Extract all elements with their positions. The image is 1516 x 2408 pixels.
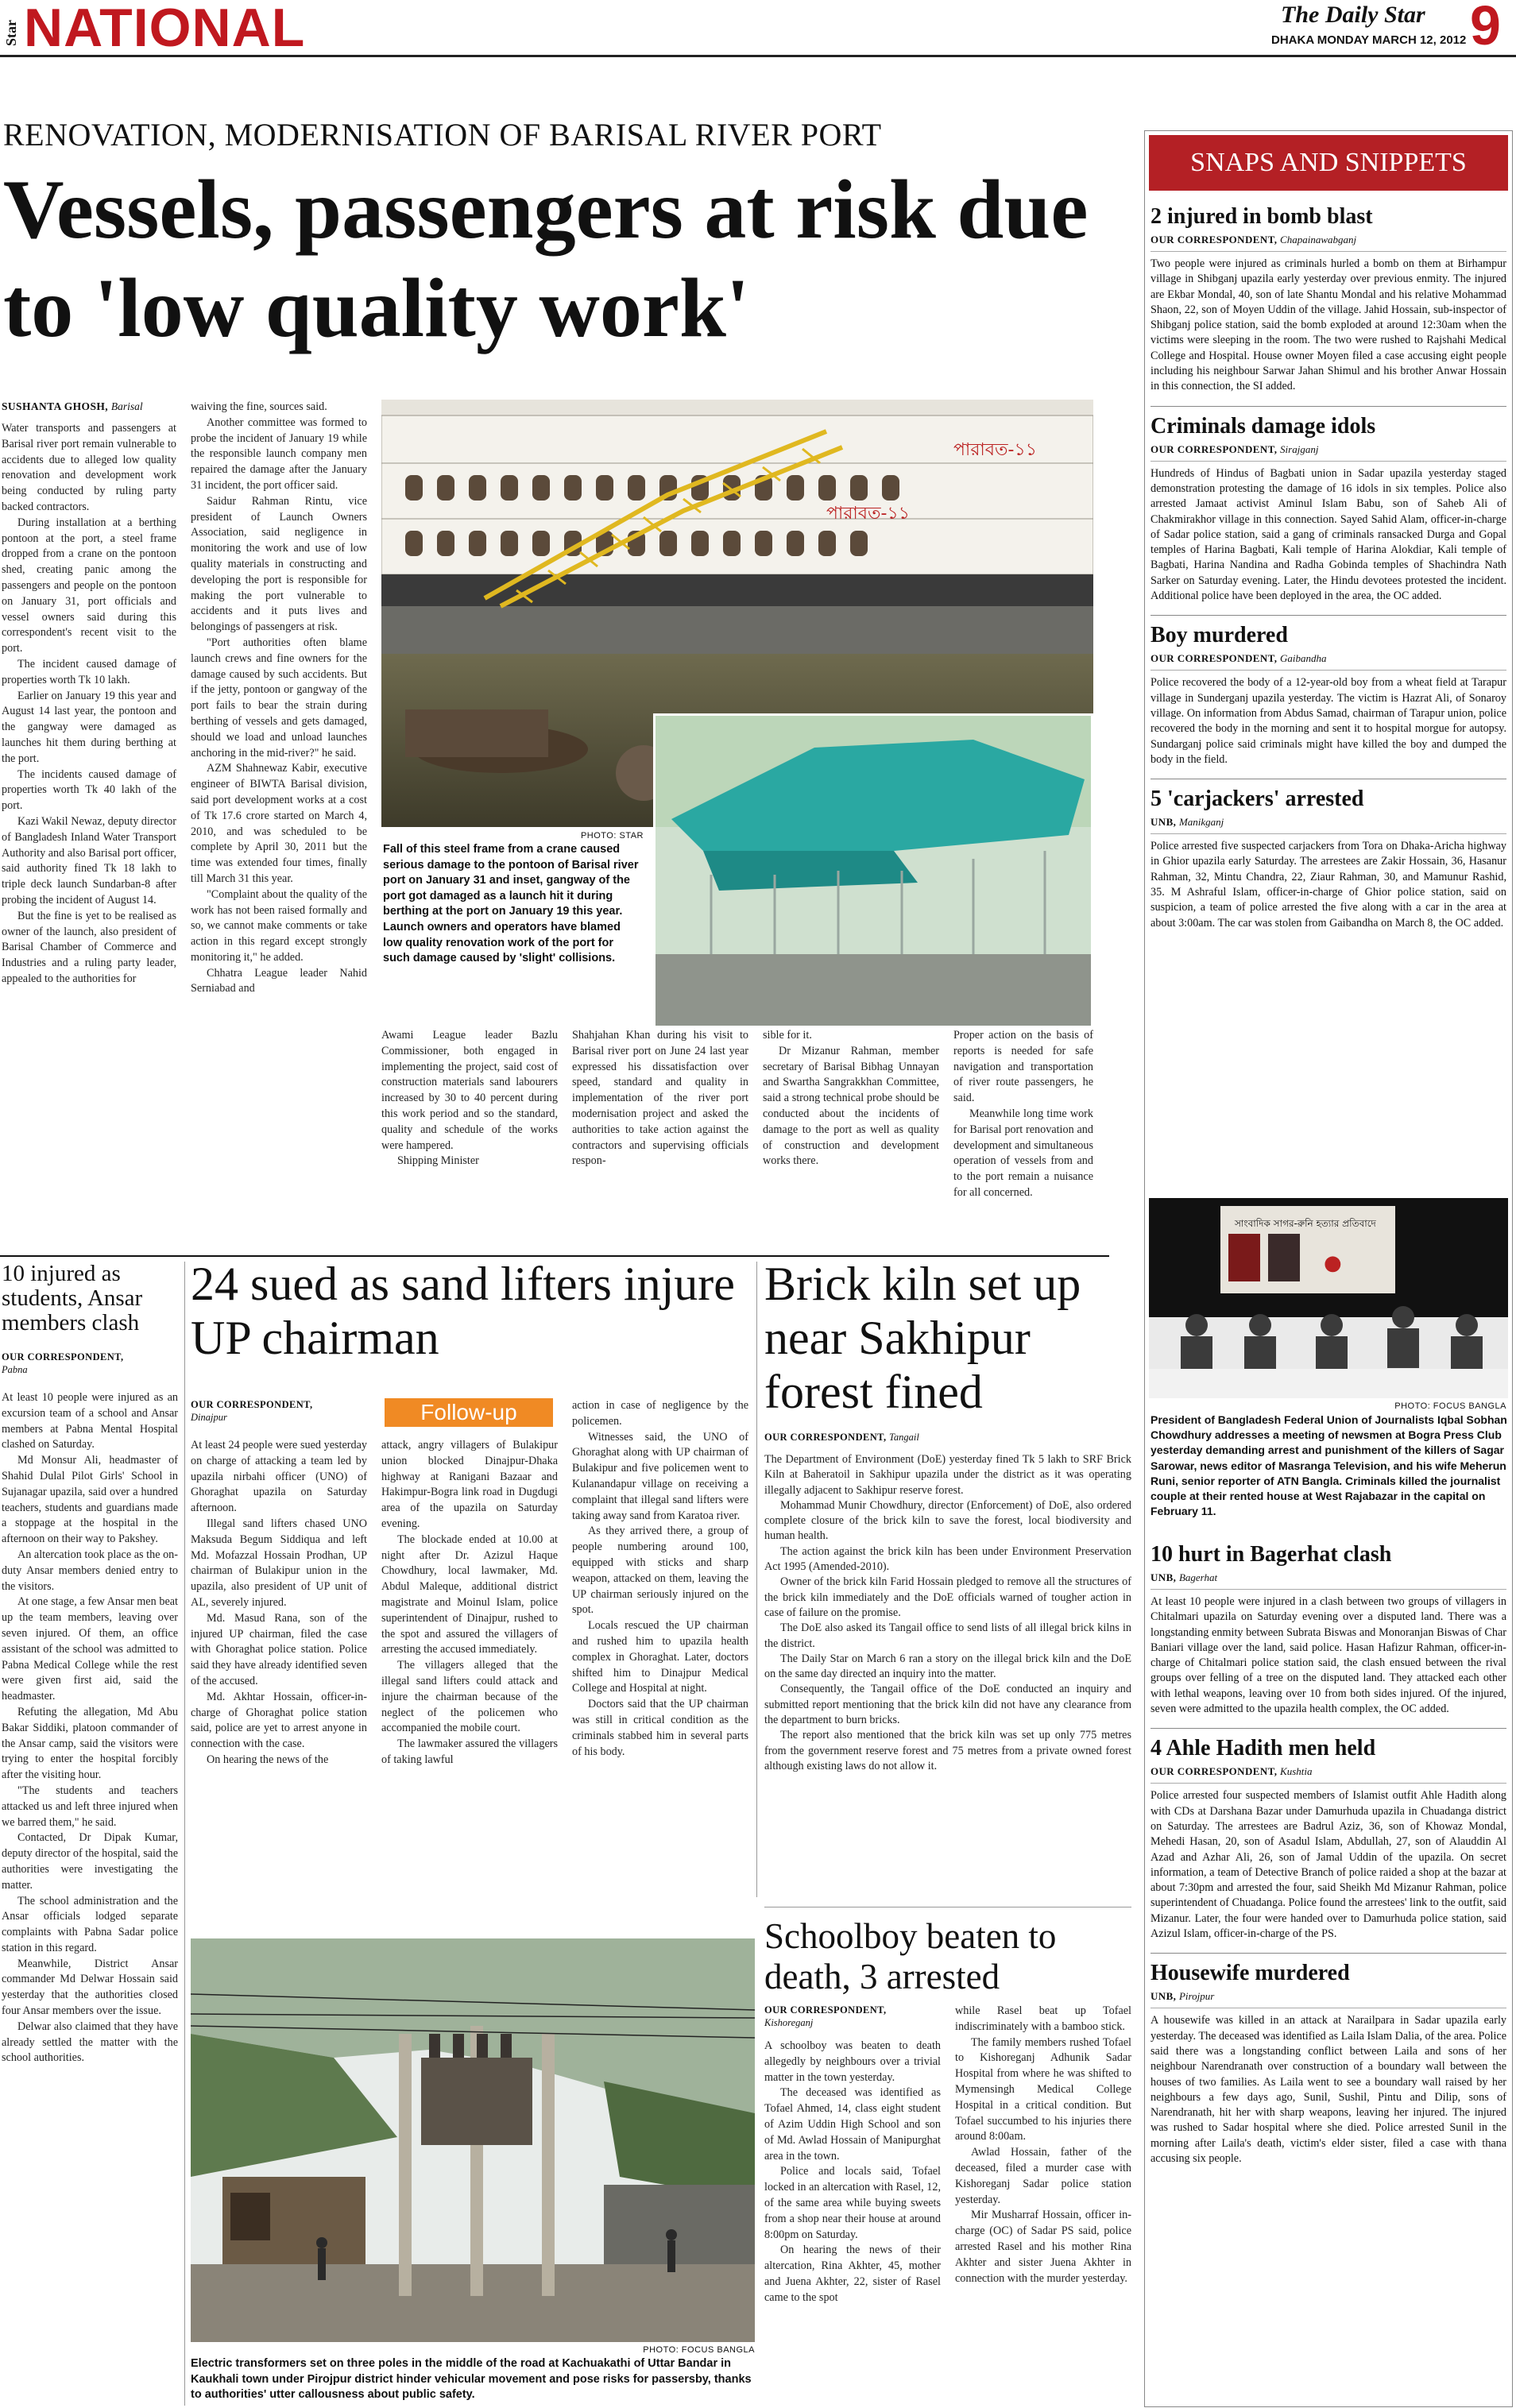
sand-byline [191,1398,350,1424]
kiln-byline-name: OUR CORRESPONDENT, [764,1432,887,1443]
paragraph: At least 24 people were sued yesterday on charge of attacking a team led by upazila nirbahi officer (UNO) of Ghoraghat upazila on Saturday afternoon. [191,1439,367,1515]
masthead [0,0,1516,57]
paragraph: On hearing the news of the [207,1753,329,1766]
school-col-1 [764,2039,941,2406]
snippet-byline-source: OUR CORRESPONDENT, [1151,652,1278,665]
school-byline-name: OUR CORRESPONDENT, [764,2004,887,2016]
paragraph: Meanwhile long time work for Barisal port renovation and development and simultaneous operation of vessels from and to the port remain a nuisance for all concerned. [953,1107,1093,1199]
lead-col-4 [572,1028,748,1281]
paragraph: Witnesses said, the UNO of Ghoraghat along with UP chairman of Bulakipur and five policemen went to Kulanandapur village on receiving a complaint that illegal sand lifters were taking away sand from Karatoa river. [572,1430,748,1522]
paragraph: At least 10 people were injured as an excursion team of a school and Ansar members at Pabna Mental Hospital clashed on Saturday. [2,1391,178,1451]
snippet-byline-place: Sirajganj [1280,443,1319,455]
snippet-byline [1151,443,1506,462]
paragraph: During installation at a berthing pontoon at the port, a steel frame dropped from a crane on the pontoon shed, creating panic among the passengers and people on the pontoon on January 31, port officials and vessel owners said during this correspondent's recent visit to the port. [2,516,176,655]
snippet-headline: 10 hurt in Bagerhat clash [1151,1542,1392,1567]
snippet-headline: 5 'carjackers' arrested [1151,779,1506,813]
paragraph: Proper action on the basis of reports is needed for safe navigation and transportation of river route passengers, he said. [953,1029,1093,1105]
vessel-name-2: পারাবত-১১ [826,504,911,524]
lead-byline-place: Barisal [110,400,143,412]
snaps-list-1 [1151,203,1506,1144]
paragraph: Shipping Minister [397,1154,479,1168]
paragraph: Doctors said that the UP chairman was still in critical condition as the criminals stabbed him in several parts of his body. [572,1698,748,1758]
snippet-byline-source: UNB, [1151,1990,1177,2003]
paragraph: Delwar also claimed that they have already settled the matter with the school authorities. [2,2020,178,2065]
paragraph: Md. Akhtar Hossain, officer-in-charge of Ghoraghat police station said, police are yet to arrest anyone in connection with the case. [191,1690,367,1751]
snippet-body: A housewife was killed in an attack at Narailpara in Sadar upazila early yesterday. The deceased was identified as Laila Islam Dalia, of the area. Police said there was a longstanding conflict between Laila and sons of her neighbour Narendranath over construction of a boundary wall between the houses of two families. As Laila went to see a boundary wall raised by her neighbours a few days ago, Sunil, Sushil, Pintu and Dilip, sons of Narendranath, hit her with sharp weapons, leaving her injured. The injured was rushed to Sadar hospital where she died. Police arrested Sunil in the morning after Laila's death, victim's elder sister, filed a case with thana accusing six people. [1151,2014,1506,2166]
paragraph: The deceased was identified as Tofael Ahmed, 14, class eight student of Azim Uddin High School and son of Md. Awlad Hossain of Manipurghat area in the town. [764,2086,941,2163]
gangway-photo [656,716,1093,1028]
snippet-byline [1151,1571,1506,1590]
school-byline-place: Kishoreganj [764,2017,814,2028]
pabna-divider [184,1262,185,2406]
kiln-byline-place: Tangail [889,1432,919,1443]
transformer-photo-image [191,1938,755,2342]
lead-kicker: RENOVATION, MODERNISATION OF BARISAL RIVER PORT [3,117,882,153]
paragraph: Mohammad Munir Chowdhury, director (Enforcement) of DoE, also ordered complete closure of the brick kiln to save the forest, local biodiversity and human health. [764,1498,1131,1543]
page-number: 9 [1470,0,1501,56]
paragraph: The family members rushed Tofael to Kishoreganj Adhunik Sadar Hospital from where he was shifted to Mymensingh Medical College Hospital in a critical condition. But Tofael succumbed to his injuries there around 8:00am. [955,2035,1131,2143]
snippet-byline [1151,1765,1506,1784]
paragraph: Meanwhile, District Ansar commander Md Delwar Hossain said yesterday that the authorities closed four Ansar members over the issue. [2,1957,178,2018]
lead-col-5 [763,1028,939,1281]
snippet-headline: Criminals damage idols [1151,406,1506,440]
paragraph: Chhatra League leader Nahid Serniabad and [191,966,367,995]
paragraph: An altercation took place as the on-duty Ansar members denied entry to the visitors. [2,1548,178,1593]
snippet-byline-source: UNB, [1151,816,1177,829]
snippet-byline-place: Pirojpur [1178,1990,1215,2003]
kiln-body [764,1452,1131,1897]
paragraph: Mir Musharraf Hossain, officer in-charge (OC) of Sadar PS said, police arrested Rasel and his mother Rina Akhter and sister Juena Akhter in connection with the murder yesterday. [955,2209,1131,2285]
snippet-headline: Housewife murdered [1151,1953,1506,1987]
banner-text: সাংবাদিক সাগর-রুনি হত্যার প্রতিবাদে [1235,1218,1376,1229]
meeting-caption: President of Bangladesh Federal Union of Journalists Iqbal Sobhan Chowdhury addresses a meeting of newsmen at Bogra Press Club yesterday demanding arrest and punishment of the killers of Sagar Sarowar, news editor of Masranga Television, and his wife Meherun Runi, senior reporter of ATN Bangla. Criminals killed the journalist couple at their rented house at West Rajabazar in the capital on February 11. [1151,1413,1507,1518]
lead-col-6 [953,1028,1093,1281]
school-headline: Schoolboy beaten to death, 3 arrested [764,1916,1057,1996]
paragraph: Owner of the brick kiln Farid Hossain pledged to remove all the structures of the brick kiln immediately and the DoE officials warned of tougher action in case of failure on the promise. [764,1575,1131,1619]
pabna-byline [2,1351,178,1376]
star-tag: Star [3,20,19,46]
paragraph: The school administration and the Ansar officials lodged separate complaints with Pabna Sadar police station in this regard. [2,1894,178,1954]
paragraph: At one stage, a few Ansar men beat up the team members, leaving over seven injured. Of them, an office assistant of the school was admitted to Pabna Medical College while the rest were given first aid, said the headmaster. [2,1595,178,1703]
paragraph: Illegal sand lifters chased UNO Maksuda Begum Siddiqua and left Md. Mofazzal Hossain Prodhan, UP chairman of Bulakipur union in the upazila, also president of UP unit of AL, severely injured. [191,1517,367,1609]
paragraph: "Port authorities often blame launch crews and fine owners for the damage caused by such accidents. But if the jetty, pontoon or gangway of the port fails to bear the strain during berthing of vessels and gets damaged, should we load and unload launches anchoring in the mid-river?" he said. [191,636,367,760]
paragraph: Awlad Hossain, father of the deceased, filed a murder case with Kishoreganj Sadar police station yesterday. [955,2146,1131,2206]
paragraph: sible for it. [763,1029,812,1042]
school-col-2 [955,2004,1131,2406]
paragraph: Saidur Rahman Rintu, vice president of Launch Owners Association, said negligence in monitoring the work and use of low quality materials in constructing and developing the port is responsible for making the port vulnerable to accidents and it puts lives and belongings of passengers at risk. [191,494,367,634]
paragraph: The incidents caused damage of properties worth Tk 40 lakh of the port. [2,767,176,813]
snippet-body: Police recovered the body of a 12-year-old boy from a wheat field at Tarapur village in Sunderganj upazila yesterday. The victim is Hazrat Ali, of Sonaroy village. On information from Abdus Samad, chairman of Tarapur union, police recovered the body in the morning and sent it to hospital morgue for autopsy. Sundarganj police said criminals might have killed the boy and dumped the body in the field. [1151,676,1506,766]
kiln-headline: Brick kiln set up near Sakhipur forest fined [764,1258,1081,1418]
sand-divider [756,1262,757,1897]
vessel-name: পারাবত-১১ [953,440,1038,460]
snippet-headline: 2 injured in bomb blast [1151,204,1373,229]
lead-byline [2,400,160,414]
snippet-byline-place: Gaibandha [1280,652,1327,665]
sand-headline: 24 sued as sand lifters injure UP chairman [191,1258,735,1364]
paragraph: A schoolboy was beaten to death allegedly by neighbours over a trivial matter in the town yesterday. [764,2039,941,2084]
lead-headline: Vessels, passengers at risk due to 'low quality work' [3,163,1089,354]
paragraph: The Daily Star on March 6 ran a story on the illegal brick kiln and the DoE on the same day directed an inquiry into the matter. [764,1652,1131,1681]
snippet-headline: Boy murdered [1151,615,1506,649]
snippet-byline [1151,1990,1506,2008]
paragraph: action in case of negligence by the policemen. [572,1399,748,1428]
transformer-credit: PHOTO: FOCUS BANGLA [643,2345,755,2355]
section-title: NATIONAL [24,0,306,58]
dateline: DHAKA MONDAY MARCH 12, 2012 [1271,33,1467,47]
paragraph: The lawmaker assured the villagers of taking lawful [381,1737,558,1766]
paragraph: On hearing the news of their altercation, Rina Akhter, 45, mother and Juena Akhter, 22, sister of Rasel came to the spot [764,2244,941,2304]
snippet-byline-place: Bagerhat [1178,1571,1218,1583]
snippet-byline-place: Chapainawabganj [1280,234,1357,245]
snippet-headline: 4 Ahle Hadith men held [1151,1728,1506,1762]
lead-photo-caption: Fall of this steel frame from a crane caused serious damage to the pontoon of Barisal river port on January 31 and inset, gangway of the port got damaged as a launch hit it during berthing at the port on January 19 this year. Launch owners and operators have blamed low quality renovation work of the port for such damage caused by 'slight' collisions. [383,843,639,965]
paragraph: Locals rescued the UP chairman and rushed him to upazila health complex in Ghoraghat. Later, doctors shifted him to Dinajpur Medical College and Hospital at night. [572,1619,748,1695]
paragraph: The blockade ended at 10.00 at night after Dr. Azizul Haque Chowdhury, local lawmaker, Md. Abdul Maleque, additional district magistrate and Moinul Islam, police superintendent of Dinajpur, rushed to the spot and assured the villagers of arresting the accused immediately. [381,1533,558,1656]
paragraph: The DoE also asked its Tangail office to send lists of all illegal brick kilns in the district. [764,1621,1131,1650]
paragraph: Md Monsur Ali, headmaster of Shahid Dulal Pilot Girls' School in Sujanagar upazila, said over a hundred teachers, students and guardians made a stoppage at the hospital in the afternoon on their way to Pakshey. [2,1454,178,1546]
snippet-body: At least 10 people were injured in a clash between two groups of villagers in Chitalmari upazila on Saturday evening over a disputed land. There was a longstanding enmity between Subrata Biswas and Monoranjan Biswas of Char Baniari village over the land, said police. Hasan Hafizur Rahman, officer-in-charge of Chitalmari police station said, the clash ensued between the rival groups over felling of a tree on the disputed land. They attacked each other with lethal weapons, leaving over 10 from both sides injured. Of the injured, seven were admitted to the upazila health complex, the OC added. [1151,1595,1506,1716]
pabna-headline: 10 injured as students, Ansar members clash [2,1261,143,1335]
paragraph: But the fine is yet to be realised as owner of the launch, also president of Barisal Chamber of Commerce and Industries and a ruling party leader, appealed to the authorities for [2,909,176,985]
paragraph: "Complaint about the quality of the work has not been raised formally and so, we cannot make comments or take action in this regard except strongly monitoring it," he added. [191,887,367,964]
paragraph: Water transports and passengers at Barisal river port remain vulnerable to accidents due to alleged low quality renovation and development work being conducted by ruling party backed contractors. [2,422,176,513]
paragraph: AZM Shahnewaz Kabir, executive engineer of BIWTA Barisal division, said port development works at a cost of Tk 17.6 crore started on March 4, 2010, and was scheduled to be complete by April 30, 2011 but the time was extended four times, finally till March 31 this year. [191,762,367,885]
meeting-photo [1149,1198,1508,1398]
sand-byline-place: Dinajpur [191,1412,227,1423]
pabna-byline-name: OUR CORRESPONDENT, [2,1351,124,1362]
snippet-body: Two people were injured as criminals hurled a bomb on them at Birhampur village in Shibganj upazila early yesterday over previous enmity. The injured are Ekbar Mondal, 40, son of late Shantu Mondal and his relative Mohammad Shaon, 22, son of Moyen Uddin of the village. Jahid Hossain, sub-inspector of Shibganj police station, said the bomb exploded at around 12:30am when the victims were sleeping in the room. The two were rushed to Rajshahi Medical College and Hospital. House owner Moyen filed a case accusing eight people including his neighbour Sarwar Jahan Shimul and his brother Anwar Hossain in this connection, the SI added. [1151,257,1506,393]
snaps-title: SNAPS AND SNIPPETS [1149,135,1508,191]
snippet-byline-source: UNB, [1151,1571,1177,1583]
snippet-body: Police arrested five suspected carjackers from Tora on Dhaka-Aricha highway in Ghior upazila early Saturday. The arrestees are Zakir Hossain, 36, Hasanur Rahman, 32, Mintu Chandra, 22, Ziaur Rahman, 30, and Mamunur Rashid, 35. M Ashraful Islam, officer-in-charge of Ghior police station, said on suspicion, a team of police arrested the five along with a car in the area at about 3:00am. The car was stolen from Gaibandha on March 8, the OC added. [1151,840,1506,930]
snippet-byline-source: OUR CORRESPONDENT, [1151,234,1278,245]
school-byline [764,2004,939,2029]
paragraph: waiving the fine, sources said. [191,400,327,413]
follow-up-tag: Follow-up [385,1398,553,1427]
lead-col-1 [2,421,176,1279]
paragraph: The action against the brick kiln has been under Environment Preservation Act 1995 (Amended-2010). [764,1544,1131,1574]
paragraph: while Rasel beat up Tofael indiscriminately with a bamboo stick. [955,2004,1131,2033]
snippet-byline [1151,234,1506,252]
paper-logo: The Daily Star [1281,2,1425,28]
paragraph: The incident caused damage of properties worth Tk 10 lakh. [2,657,176,686]
paragraph: Refuting the allegation, Md Abu Bakar Siddiki, platoon commander of the Ansar camp, said the visitors were trying to enter the hospital forcibly after the visiting hour. [2,1705,178,1782]
paragraph: Shahjahan Khan during his visit to Barisal river port on June 24 last year expressed his dissatisfaction over speed, standard and quality in implementation of the river port modernisation project and asked the authorities to take action against the contractors and supervising officials respon- [572,1029,748,1168]
paragraph: Another committee was formed to probe the incident of January 19 while the responsible launch company men repaired the damage after the January 31 incident, the port officer said. [191,416,367,492]
paragraph: Consequently, the Tangail office of the DoE conducted an inquiry and submitted report mentioning that the brick kiln did not have any clearance from the department to burn bricks. [764,1683,1131,1727]
paragraph: As they arrived there, a group of people numbering around 100, equipped with sticks and sharp weapon, attacked on them, leaving the UP chairman seriously injured on the spot. [572,1525,748,1617]
paragraph: The report also mentioned that the brick kiln was set up only 775 metres from the government reserve forest and 75 metres from a private owned forest although existing laws do not allow it. [764,1729,1131,1772]
snippet-byline [1151,816,1506,834]
snippet-body: Police arrested four suspected members of Islamist outfit Ahle Hadith along with CDs at Darshana Bazar under Damurhuda upazila in Chuadanga district on Saturday. The arrestees are Badrul Aziz, 36, son of Khowaz Mondal, Mehedi Hasan, 20, son of Asadul Islam, Abdullah, 27, son of Alauddin Al Azad and Azhar Ali, 26, son of Jamal Uddin of the upazila. On secret information, a team of Detective Branch of police raided a shop at the bazar at about 7:30pm and arrested the four, said Sheikh Md Mizanur Rahman, police superintendent of Chuadanga. Police found the arrestees' link to the outfit, said Mizanur. Later, the four were handed over to Damurhuda police station, said Azizul Islam, officer-in-charge of the PS. [1151,1789,1506,1941]
sand-col-1 [191,1438,367,1892]
paragraph: attack, angry villagers of Bulakipur union blocked Dinajpur-Dhaka highway at Ranigani Bazaar and Hakimpur-Bogra link road in Dugdugi area of the upazila on Saturday evening. [381,1439,558,1530]
meeting-credit: PHOTO: FOCUS BANGLA [1394,1401,1506,1411]
paragraph: The villagers alleged that the illegal sand lifters could attack and injure the chairman because of the neglect of the policemen who accompanied the mobile court. [381,1659,558,1735]
paragraph: Awami League leader Bazlu Commissioner, both engaged in implementing the project, said cost of construction materials sand labourers increased by 30 to 40 percent during this work period and so the standard, quality and schedule of the works were hampered. [381,1029,558,1152]
lead-col-2 [191,400,367,1279]
inset-photo [653,713,1093,1028]
pabna-body [2,1390,178,2406]
pabna-byline-place: Pabna [2,1364,28,1375]
paragraph: Md. Masud Rana, son of the injured UP chairman, filed the case with Ghoraghat police station. Police said they have already identified seven of the accused. [191,1611,367,1687]
lead-col-3 [381,1028,558,1281]
lead-byline-name: SUSHANTA GHOSH, [2,400,109,412]
press-club-meeting-photo [1149,1198,1508,1398]
paragraph: The Department of Environment (DoE) yesterday fined Tk 5 lakh to SRF Brick Kiln at Baheratoil in Sakhipur upazila under the district as it was operating illegally adjacent to Sakhipur reserve forest. [764,1453,1131,1497]
paragraph: Police and locals said, Tofael locked in an altercation with Rasel, 12, of the same area while buying sweets from a shop near their house at around 8:00pm on Saturday. [764,2165,941,2241]
transformer-photo [191,1938,755,2342]
snippet-byline-place: Manikganj [1178,816,1224,829]
kiln-byline [764,1430,1130,1444]
snippet-byline-place: Kushtia [1280,1765,1313,1778]
svg-text:●: ● [1324,1251,1342,1275]
paragraph: "The students and teachers attacked us and left three injured when we barred them," he said. [2,1784,178,1829]
sand-col-2 [381,1438,558,1892]
paragraph: Earlier on January 19 this year and August 14 last year, the pontoon and the gangway were damaged as launches hit them during berthing at the port. [2,689,176,765]
sand-col-3 [572,1398,748,1892]
snippet-byline [1151,652,1506,671]
sand-byline-name: OUR CORRESPONDENT, [191,1399,313,1410]
snippet-byline-source: OUR CORRESPONDENT, [1151,443,1278,455]
snippet-byline-source: OUR CORRESPONDENT, [1151,1765,1278,1778]
snippet-body: Hundreds of Hindus of Bagbati union in Sadar upazila yesterday staged demonstration protesting the damage of 16 idols in six temples. Police also arrested Jamaat activist Aminul Islam Babu, son of Saheb Ali of Chakmirakhor village in this connection. Sayed Sahid Alam, officer-in-charge of Sadar police station, said a gang of criminals ransacked Durga and Gopal temples of Harina Bagbati, Kali temple of Harina Alokdiar, Kali temple of Bagbati, Harina Nandina and Radha Gobinda temples of Shachindra Nath Sarker on Saturday evening. Later, the Hindu devotees protested the incident. Additional police have been deployed in the area, the OC added. [1151,466,1506,603]
paragraph: Kazi Wakil Newaz, deputy director of Bangladesh Inland Water Transport Authority and also Barisal port officer, said authority fined Tk 18 lakh to triple deck launch Sundarban-8 after probing the incident of August 14. [2,814,176,906]
lead-photo-credit: PHOTO: STAR [580,831,644,841]
transformer-caption: Electric transformers set on three poles in the middle of the road at Kachuakathi of Uttar Bandar in Kaukhali town under Pirojpur district hinder vehicular movement and pose risks for passersby, thanks to authorities' utter callousness about public safety. [191,2357,752,2401]
paragraph: Dr Mizanur Rahman, member secretary of Barisal Bibhag Unnayan and Swartha Sangrakkhan Committee, said a strong technical probe should be conducted about the incidents of damage to the port as well as quality of construction and development works there. [763,1044,939,1168]
paragraph: Contacted, Dr Dipak Kumar, deputy director of the hospital, said the authorities were investigating the matter. [2,1831,178,1892]
snaps-list-2 [1151,1541,1506,2404]
